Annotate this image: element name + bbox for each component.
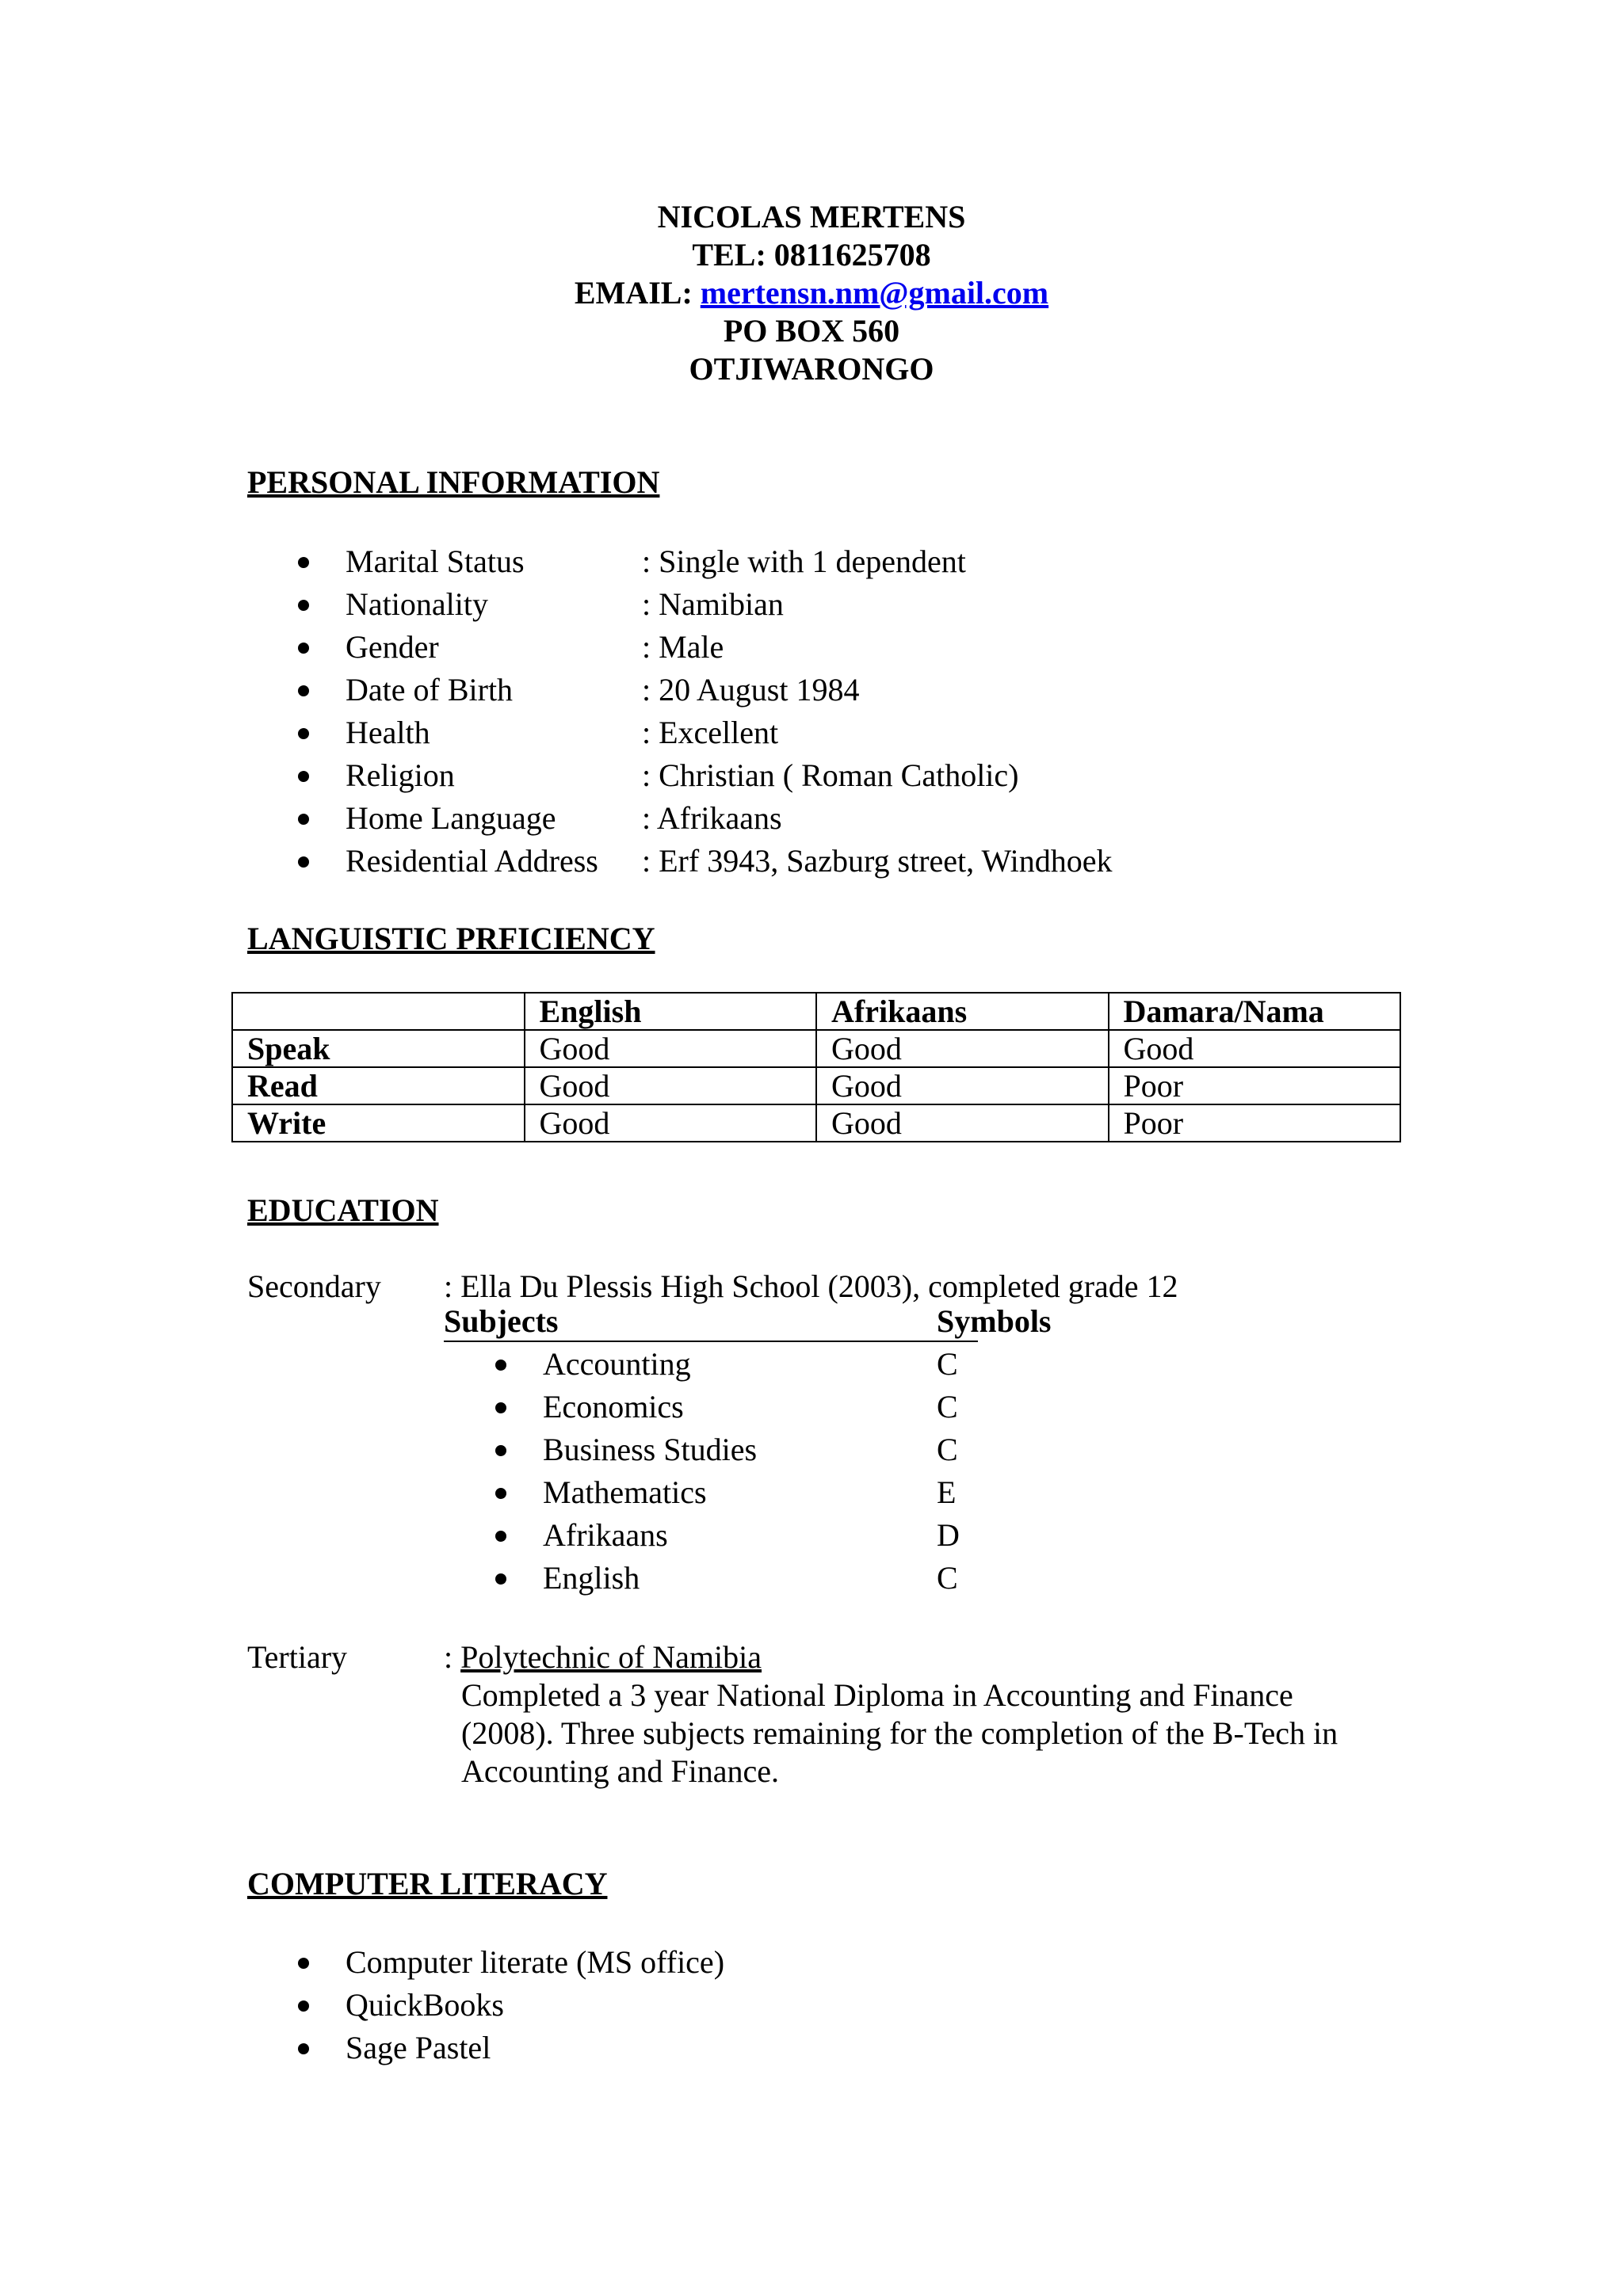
bullet-icon [298,557,309,568]
bullet-icon [298,814,309,825]
subject-symbol: C [937,1346,958,1382]
personal-value: : Male [642,629,724,665]
subject-name: Economics [543,1389,684,1425]
table-header-row [232,993,1400,1030]
subject-symbol: C [937,1432,958,1467]
tertiary-institution-line [444,1638,762,1676]
table-cell: Good [525,1104,817,1142]
computer-skill: QuickBooks [346,1987,504,2023]
personal-value: : Erf 3943, Sazburg street, Windhoek [642,843,1113,879]
tertiary-description-line: (2008). Three subjects remaining for the completion of the B-Tech in [461,1715,1338,1751]
language-table [231,992,1401,1142]
table-row [232,1104,1400,1142]
personal-value: : Namibian [642,586,784,622]
computer-heading: COMPUTER LITERACY [247,1866,608,1901]
symbols-header: Symbols [937,1303,1052,1339]
tertiary-institution: Polytechnic of Namibia [460,1639,762,1675]
computer-skill: Computer literate (MS office) [346,1944,725,1980]
bullet-icon [298,685,309,696]
table-cell: Good [525,1030,817,1067]
secondary-label: Secondary [247,1268,381,1304]
bullet-icon [298,643,309,654]
bullet-icon [298,771,309,782]
table-cell: Good [525,1067,817,1104]
email-label: EMAIL: [574,275,701,311]
column-header: English [525,993,817,1030]
tertiary-description-line: Completed a 3 year National Diploma in Accounting and Finance [461,1677,1293,1713]
table-cell: Good [816,1030,1109,1067]
email-line [0,274,1623,312]
personal-label: Religion [346,757,455,793]
subject-symbol: C [937,1560,958,1596]
bullet-icon [495,1360,506,1371]
subject-symbol: D [937,1517,960,1553]
bullet-icon [298,1958,309,1969]
table-cell: Poor [1109,1067,1401,1104]
email-link[interactable]: mertensn.nm@gmail.com [700,275,1049,311]
personal-value: : Afrikaans [642,800,782,836]
bullet-icon [298,2000,309,2012]
bullet-icon [495,1402,506,1413]
table-row [232,1067,1400,1104]
subject-symbol: E [937,1474,957,1510]
subject-name: Accounting [543,1346,691,1382]
bullet-icon [495,1445,506,1456]
table-cell: Poor [1109,1104,1401,1142]
column-header: Damara/Nama [1109,993,1401,1030]
secondary-value: : Ella Du Plessis High School (2003), completed grade 12 [444,1268,1178,1304]
personal-info-heading: PERSONAL INFORMATION [247,464,660,500]
personal-value: : 20 August 1984 [642,672,860,707]
personal-label: Marital Status [346,543,525,579]
bullet-icon [298,2043,309,2054]
tertiary-colon: : [444,1639,461,1675]
language-heading: LANGUISTIC PRFICIENCY [247,921,655,956]
personal-label: Home Language [346,800,556,836]
row-header: Write [232,1104,525,1142]
tertiary-description-line: Accounting and Finance. [461,1753,779,1789]
personal-label: Date of Birth [346,672,514,707]
column-header: Afrikaans [816,993,1109,1030]
candidate-name: NICOLAS MERTENS [657,199,966,235]
table-cell: Good [1109,1030,1401,1067]
subject-name: English [543,1560,640,1596]
personal-label: Residential Address [346,843,598,879]
personal-value: : Single with 1 dependent [642,543,966,579]
subject-name: Mathematics [543,1474,707,1510]
table-row [232,1030,1400,1067]
personal-value: : Christian ( Roman Catholic) [642,757,1019,793]
bullet-icon [495,1573,506,1585]
town: OTJIWARONGO [689,351,934,387]
personal-label: Nationality [346,586,488,622]
table-corner-cell [232,993,525,1030]
tertiary-label: Tertiary [247,1639,348,1675]
row-header: Read [232,1067,525,1104]
bullet-icon [298,600,309,611]
computer-skill: Sage Pastel [346,2030,491,2065]
subjects-header: Subjects [444,1303,559,1339]
bullet-icon [298,728,309,739]
education-heading: EDUCATION [247,1192,439,1228]
bullet-icon [495,1488,506,1499]
personal-value: : Excellent [642,715,779,750]
personal-label: Gender [346,629,439,665]
subject-symbol: C [937,1389,958,1425]
bullet-icon [495,1531,506,1542]
personal-label: Health [346,715,430,750]
telephone: TEL: 0811625708 [692,237,931,273]
subject-name: Afrikaans [543,1517,668,1553]
po-box: PO BOX 560 [723,313,900,349]
table-cell: Good [816,1067,1109,1104]
subject-name: Business Studies [543,1432,758,1467]
table-cell: Good [816,1104,1109,1142]
bullet-icon [298,856,309,868]
row-header: Speak [232,1030,525,1067]
